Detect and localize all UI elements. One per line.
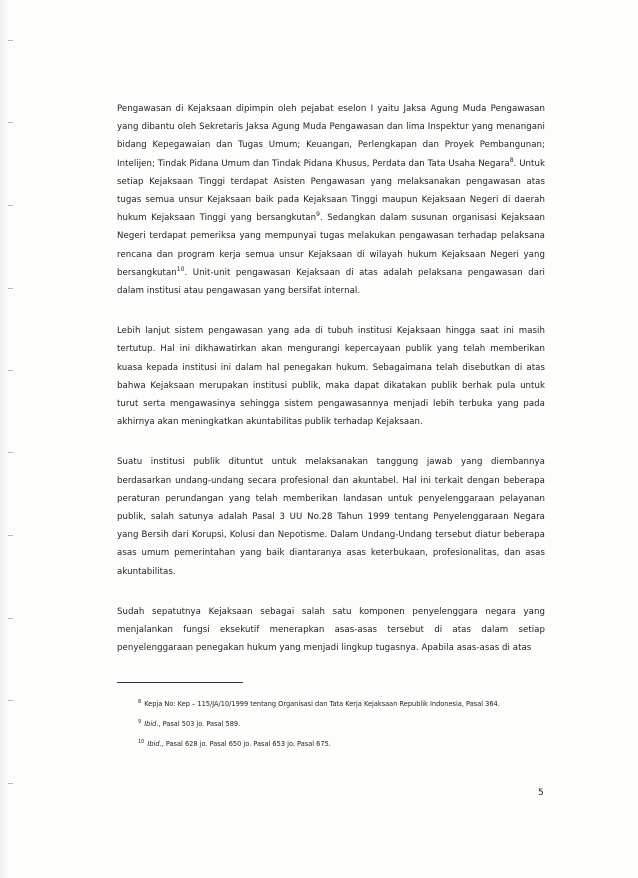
paragraph-text: . Unit-unit pengawasan Kejaksaan di atas adalah pelaksana pengawasan dari dalam institusi atau pengawasan yang bersifat internal.	[117, 267, 545, 297]
margin-mark	[8, 122, 13, 123]
footnote-10	[138, 734, 548, 754]
footnote-ibid: Ibid.	[144, 720, 159, 728]
footnote-text: Kepja No: Kep – 115/JA/10/1999 tentang Organisasi dan Tata Kerja Kejaksaan Republik Indonesia, Pasal 364.	[144, 700, 500, 708]
paragraph-text: . Sedangkan dalam susunan organisasi Kejaksaan Negeri terdapat pemeriksa yang mempunyai tugas melakukan pengawasan terhadap pelaksana rencana dan program kerja semua unsur Kejaksaan di wilayah hukum Kejaksaan Negeri yang bersangkutan	[117, 213, 546, 278]
margin-mark	[8, 700, 13, 701]
footnote-8	[138, 694, 548, 714]
margin-mark	[8, 205, 13, 206]
margin-mark	[8, 370, 13, 371]
footnote-text: , Pasal 628 jo. Pasal 650 jo. Pasal 653 jo. Pasal 675.	[161, 740, 331, 748]
body-text	[117, 100, 545, 679]
scan-edge	[0, 0, 8, 878]
footnote-ref[interactable]: 10	[176, 265, 185, 273]
paragraph-3: Suatu institusi publik dituntut untuk melaksanakan tanggung jawab yang diembannya berdasarkan undang-undang secara profesional dan akuntabel. Hal ini terkait dengan beberapa peraturan perundangan yang telah memberikan landasan untuk penyelenggaraan pelayanan publik, salah satunya adalah Pasal 3 UU No.28 Tahun 1999 tentang Penyelenggaraan Negara yang Bersih dari Korupsi, Kolusi dan Nepotisme. Dalam Undang-Undang tersebut diatur beberapa asas umum pemerintahan yang baik diantaranya asas keterbukaan, profesionalitas, dan asas akuntabilitas.	[117, 457, 545, 577]
footnote-text: , Pasal 503 jo. Pasal 589.	[158, 720, 241, 728]
page-number: 5	[538, 788, 544, 798]
footnotes	[138, 694, 548, 754]
footnote-number: 10	[138, 739, 145, 745]
footnote-9	[138, 714, 548, 734]
paragraph-text: Pengawasan di Kejaksaan dipimpin oleh pejabat eselon I yaitu Jaksa Agung Muda Pengawasan yang dibantu oleh Sekretaris Jaksa Agung Muda Pengawasan dan lima Inspektur yang menangani bidang Kepegawaian dan Tugas Umum; Keuangan, Perlengkapan dan Proyek Pembangunan; Intelijen; Tindak Pidana Umum dan Tindak Pidana Khusus, Perdata dan Tata Usaha Negara	[117, 104, 545, 169]
paragraph-1	[117, 100, 545, 300]
footnote-number: 9	[138, 719, 142, 725]
footnote-ref[interactable]: 9	[316, 211, 320, 219]
margin-mark	[8, 618, 13, 619]
footnote-number: 8	[138, 699, 142, 705]
margin-mark	[8, 535, 13, 536]
footnote-separator	[117, 682, 243, 683]
footnote-ibid: Ibid.	[147, 740, 162, 748]
footnote-ref[interactable]: 8	[509, 156, 514, 164]
paragraph-2: Lebih lanjut sistem pengawasan yang ada di tubuh institusi Kejaksaan hingga saat ini masih tertutup. Hal ini dikhawatirkan akan mengurangi kepercayaan publik yang telah memberikan kuasa kepada institusi ini dalam hal penegakan hukum. Sebagaimana telah disebutkan di atas bahwa Kejaksaan merupakan institusi publik, maka dapat dikatakan publik berhak pula untuk turut serta mengawasinya sehingga sistem pengawasannya menjadi lebih terbuka yang pada akhirnya akan meningkatkan akuntabilitas publik terhadap Kejaksaan.	[117, 326, 545, 428]
margin-mark	[8, 452, 13, 453]
margin-mark	[8, 783, 13, 784]
margin-mark	[8, 288, 13, 289]
paragraph-4: Sudah sepatutnya Kejaksaan sebagai salah satu komponen penyelenggara negara yang menjalankan fungsi eksekutif menerapkan asas-asas tersebut di atas dalam setiap penyelenggaraan penegakan hukum yang menjadi lingkup tugasnya. Apabila asas-asas di atas	[117, 606, 545, 654]
margin-mark	[8, 40, 13, 41]
paragraph-text: . Untuk setiap Kejaksaan Tinggi terdapat Asisten Pengawasan yang melaksanakan pengawasan atas tugas semua unsur Kejaksaan baik pada Kejaksaan Tinggi maupun Kejaksaan Negeri di daerah hukum Kejaksaan Tinggi yang bersangkutan	[117, 158, 545, 224]
